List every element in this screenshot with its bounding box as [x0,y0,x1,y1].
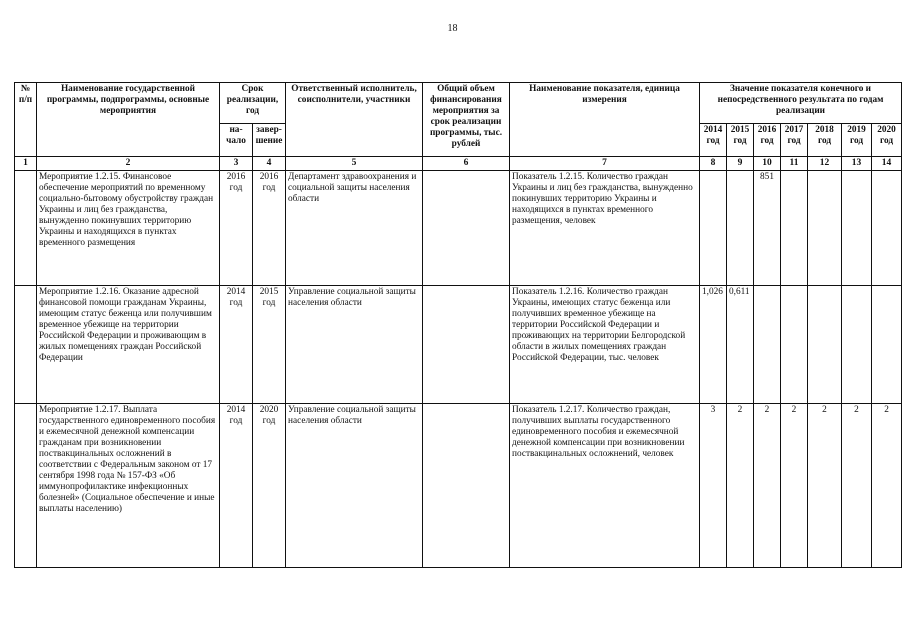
page-number: 18 [447,23,458,34]
value-2015: 2 [727,404,754,568]
column-number: 10 [754,157,781,171]
row-num [15,404,37,568]
value-2019 [842,171,872,286]
table-row [15,286,902,404]
column-number: 7 [510,157,700,171]
header-year-2014: 2014 год [700,124,727,157]
program-table [14,82,902,568]
column-number: 1 [15,157,37,171]
header-year-2016: 2016 год [754,124,781,157]
financing-cell [423,404,510,568]
value-2016 [754,286,781,404]
value-2020 [872,171,902,286]
header-year-2017: 2017 год [781,124,808,157]
header-financing: Общий объем финансирования мероприятия за срок реализации программы, тыс. рублей [423,83,510,157]
column-number: 12 [808,157,842,171]
value-2014 [700,171,727,286]
value-2017: 2 [781,404,808,568]
row-num [15,171,37,286]
column-number: 14 [872,157,902,171]
column-number: 3 [220,157,253,171]
value-2019 [842,286,872,404]
financing-cell [423,171,510,286]
header-indicator: Наименование показателя, единица измерения [510,83,700,157]
value-2019: 2 [842,404,872,568]
executor-cell: Управление социальной защиты населения области [286,286,423,404]
value-2017 [781,171,808,286]
value-2018: 2 [808,404,842,568]
column-number: 2 [37,157,220,171]
header-year-2019: 2019 год [842,124,872,157]
column-number: 11 [781,157,808,171]
executor-cell: Департамент здравоохранения и социальной защиты населения области [286,171,423,286]
value-2015: 0,611 [727,286,754,404]
value-2017 [781,286,808,404]
measure-cell: Мероприятие 1.2.15. Финансовое обеспечение мероприятий по временному социально-бытовому обустройству граждан Украины и лиц без гражданства, вынужденно покинувших территорию Украины и находящихся в пунктах временного размещения [37,171,220,286]
column-number: 5 [286,157,423,171]
header-year-2018: 2018 год [808,124,842,157]
value-2016: 851 [754,171,781,286]
header-term: Срок реализации, год [220,83,286,124]
column-number: 13 [842,157,872,171]
value-2020: 2 [872,404,902,568]
header-term-start: на-чало [220,124,253,157]
column-number: 8 [700,157,727,171]
column-number-row [15,157,902,171]
header-executor: Ответственный исполнитель, соисполнители, участники [286,83,423,157]
start-year-cell: 2014 год [220,286,253,404]
value-2016: 2 [754,404,781,568]
indicator-cell: Показатель 1.2.17. Количество граждан, получивших выплаты государственного единовременного пособия и ежемесячной денежной компенсации при возникновении поствакцинальных осложнений, человек [510,404,700,568]
table-row [15,404,902,568]
header-program: Наименование государственной программы, подпрограммы, основные мероприятия [37,83,220,157]
indicator-cell: Показатель 1.2.15. Количество граждан Украины и лиц без гражданства, вынужденно покинувших территорию Украины и находящихся в пунктах временного размещения, человек [510,171,700,286]
executor-cell: Управление социальной защиты населения области [286,404,423,568]
value-2020 [872,286,902,404]
table-row [15,171,902,286]
column-number: 9 [727,157,754,171]
header-term-end: завер-шение [253,124,286,157]
header-values: Значение показателя конечного и непосредственного результата по годам реализации [700,83,902,124]
value-2018 [808,171,842,286]
header-year-2020: 2020 год [872,124,902,157]
value-2018 [808,286,842,404]
start-year-cell: 2014 год [220,404,253,568]
column-number: 6 [423,157,510,171]
row-num [15,286,37,404]
start-year-cell: 2016 год [220,171,253,286]
value-2015 [727,171,754,286]
end-year-cell: 2015 год [253,286,286,404]
financing-cell [423,286,510,404]
column-number: 4 [253,157,286,171]
header-year-2015: 2015 год [727,124,754,157]
end-year-cell: 2016 год [253,171,286,286]
value-2014: 1,026 [700,286,727,404]
value-2014: 3 [700,404,727,568]
measure-cell: Мероприятие 1.2.17. Выплата государственного единовременного пособия и ежемесячной денежной компенсации гражданам при возникновении поствакцинальных осложнений в соответствии с Федеральным законом от 17 сентября 1998 года № 157-ФЗ «Об иммунопрофилактике инфекционных болезней» (Социальное обеспечение и иные выплаты населению) [37,404,220,568]
measure-cell: Мероприятие 1.2.16. Оказание адресной финансовой помощи гражданам Украины, имеющим статус беженца или получившим временное убежище на территории Российской Федерации и проживающим в жилых помещениях граждан Российской Федерации [37,286,220,404]
indicator-cell: Показатель 1.2.16. Количество граждан Украины, имеющих статус беженца или получивших временное убежище на территории Российской Федерации и проживающих на территории Белгородской области в жилых помещениях граждан Российской Федерации, тыс. человек [510,286,700,404]
end-year-cell: 2020 год [253,404,286,568]
header-num: № п/п [15,83,37,157]
